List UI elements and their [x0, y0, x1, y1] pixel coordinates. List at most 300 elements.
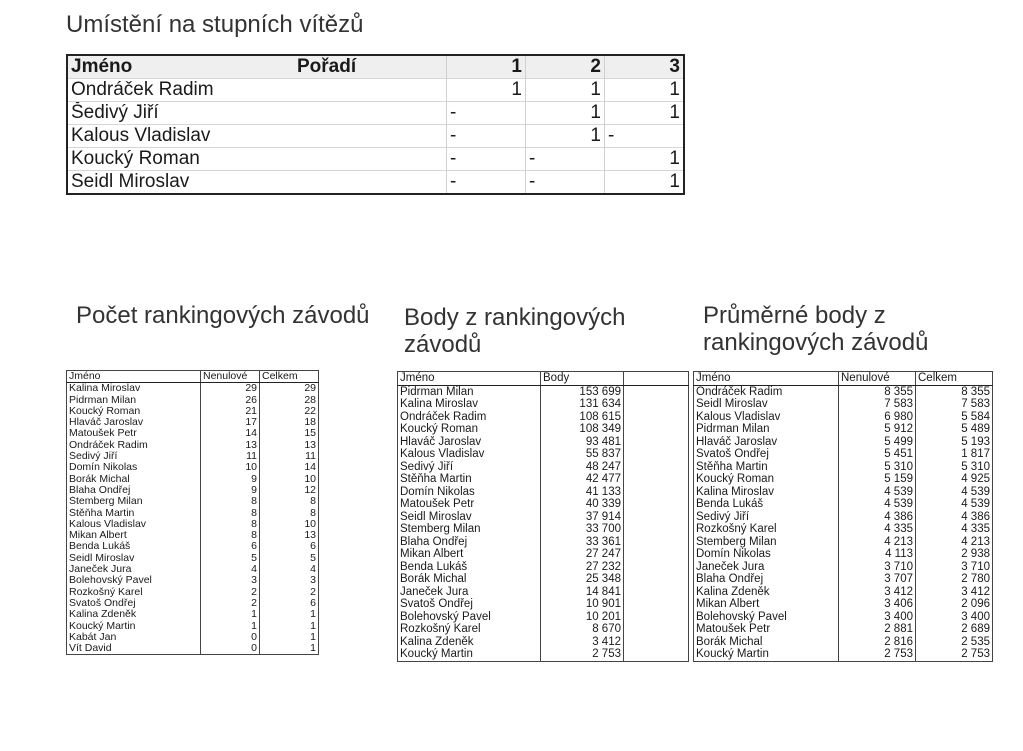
table-row	[67, 530, 319, 541]
table-row	[67, 406, 319, 417]
points-value: 10 201	[541, 611, 624, 624]
competitor-name: Rozkošný Karel	[696, 523, 777, 535]
total-average: 2 780	[916, 573, 993, 586]
ranking-points-title: Body z rankingových závodů	[404, 304, 626, 358]
total-count: 13	[260, 440, 319, 451]
place-1-count: 1	[447, 79, 526, 102]
nonzero-average: 4 539	[839, 486, 916, 499]
place-3-count: 1	[605, 79, 685, 102]
empty-cell	[624, 511, 689, 524]
table-row	[694, 636, 993, 649]
empty-cell	[294, 102, 447, 125]
total-average: 2 938	[916, 548, 993, 561]
table-row	[67, 485, 319, 496]
podium-row	[67, 79, 684, 102]
points-value: 37 914	[541, 511, 624, 524]
points-value: 108 349	[541, 423, 624, 436]
table-row	[398, 461, 689, 474]
nonzero-count: 5	[201, 553, 260, 564]
total-count: 6	[260, 541, 319, 552]
empty-cell	[624, 372, 689, 386]
table-row	[694, 498, 993, 511]
header-place-2: 2	[526, 55, 605, 79]
empty-cell	[624, 385, 689, 398]
podium-header-row	[67, 55, 684, 79]
total-count: 13	[260, 530, 319, 541]
competitor-name: Bolehovský Pavel	[69, 575, 152, 587]
competitor-name: Matoušek Petr	[400, 498, 475, 510]
total-count: 15	[260, 428, 319, 439]
total-count: 11	[260, 451, 319, 462]
header-rank: Pořadí	[294, 55, 447, 79]
competitor-name: Kalina Miroslav	[696, 485, 774, 498]
competitor-name: Šedivý Jiří	[67, 102, 294, 125]
competitor-name: Benda Lukáš	[696, 498, 764, 510]
table-row	[398, 398, 689, 411]
table-row	[67, 440, 319, 451]
points-value: 33 361	[541, 536, 624, 549]
competitor-name: Kalous Vladislav	[67, 125, 294, 148]
competitor-name: Ondráček Radim	[400, 410, 487, 423]
total-count: 1	[260, 621, 319, 632]
competitor-name: Mikan Albert	[696, 598, 760, 610]
table-row	[398, 548, 689, 561]
table-row	[67, 383, 319, 395]
competitor-name: Hlaváč Jaroslav	[400, 435, 482, 448]
nonzero-count: 2	[201, 587, 260, 598]
table-row	[67, 609, 319, 620]
header-total: Celkem	[916, 372, 993, 386]
competitor-name: Seidl Miroslav	[69, 552, 135, 564]
points-value: 42 477	[541, 473, 624, 486]
empty-cell	[624, 436, 689, 449]
points-value: 14 841	[541, 586, 624, 599]
average-points-table	[693, 371, 993, 662]
empty-cell	[624, 598, 689, 611]
nonzero-average: 6 980	[839, 411, 916, 424]
total-count: 8	[260, 496, 319, 507]
table-row	[694, 448, 993, 461]
table-row	[398, 611, 689, 624]
competitor-name: Štemberg Milan	[696, 535, 777, 548]
nonzero-average: 4 113	[839, 548, 916, 561]
empty-cell	[294, 148, 447, 171]
nonzero-count: 13	[201, 440, 260, 451]
nonzero-average: 5 159	[839, 473, 916, 486]
points-value: 55 837	[541, 448, 624, 461]
table-row	[67, 519, 319, 530]
total-average: 5 310	[916, 461, 993, 474]
competitor-name: Štěňha Martin	[696, 460, 768, 473]
place-3-count: 1	[605, 148, 685, 171]
competitor-name: Koucký Roman	[69, 405, 141, 417]
total-count: 4	[260, 564, 319, 575]
points-value: 93 481	[541, 436, 624, 449]
table-row	[694, 423, 993, 436]
points-value: 108 615	[541, 411, 624, 424]
empty-cell	[624, 536, 689, 549]
competitor-name: Blaha Ondřej	[400, 535, 468, 548]
total-count: 1	[260, 643, 319, 655]
table-row	[398, 498, 689, 511]
table-row	[694, 461, 993, 474]
points-value: 10 901	[541, 598, 624, 611]
nonzero-average: 5 451	[839, 448, 916, 461]
competitor-name: Ondráček Radim	[696, 385, 783, 398]
ranking-count-table	[66, 370, 319, 655]
competitor-name: Svatoš Ondřej	[696, 448, 769, 460]
nonzero-average: 4 386	[839, 511, 916, 524]
total-count: 18	[260, 417, 319, 428]
competitor-name: Seidl Miroslav	[400, 510, 472, 523]
table-row	[398, 586, 689, 599]
table-row	[694, 548, 993, 561]
points-value: 8 670	[541, 623, 624, 636]
competitor-name: Koucký Martin	[400, 648, 473, 660]
points-value: 153 699	[541, 385, 624, 398]
podium-row	[67, 125, 684, 148]
competitor-name: Seidl Miroslav	[67, 171, 294, 195]
competitor-name: Seidl Miroslav	[696, 398, 768, 410]
nonzero-average: 4 213	[839, 536, 916, 549]
total-average: 7 583	[916, 398, 993, 411]
ranking-points-table	[397, 371, 689, 662]
competitor-name: Kalina Miroslav	[400, 398, 478, 410]
competitor-name: Borák Michal	[696, 635, 763, 648]
competitor-name: Kalous Vladislav	[69, 518, 147, 530]
points-value: 131 634	[541, 398, 624, 411]
place-3-count: 1	[605, 171, 685, 195]
table-row	[694, 473, 993, 486]
total-count: 12	[260, 485, 319, 496]
competitor-name: Mikan Albert	[69, 530, 127, 542]
points-value: 40 339	[541, 498, 624, 511]
table-row	[67, 553, 319, 564]
total-average: 3 412	[916, 586, 993, 599]
competitor-name: Matoušek Petr	[69, 428, 137, 440]
nonzero-count: 2	[201, 598, 260, 609]
nonzero-average: 3 400	[839, 611, 916, 624]
competitor-name: Rozkošný Karel	[400, 623, 481, 635]
total-average: 5 584	[916, 411, 993, 424]
ranking-count-header-row	[67, 371, 319, 383]
competitor-name: Štemberg Milan	[400, 523, 481, 535]
table-row	[694, 411, 993, 424]
total-average: 5 489	[916, 423, 993, 436]
points-value: 41 133	[541, 486, 624, 499]
header-name: Jméno	[398, 372, 541, 386]
points-value: 25 348	[541, 573, 624, 586]
nonzero-count: 8	[201, 496, 260, 507]
total-average: 2 753	[916, 648, 993, 661]
empty-cell	[624, 448, 689, 461]
competitor-name: Borák Michal	[400, 573, 467, 585]
table-row	[67, 598, 319, 609]
table-row	[67, 428, 319, 439]
empty-cell	[294, 79, 447, 102]
table-row	[694, 511, 993, 524]
nonzero-count: 4	[201, 564, 260, 575]
nonzero-count: 1	[201, 609, 260, 620]
competitor-name: Domín Nikolas	[696, 548, 771, 560]
table-row	[398, 636, 689, 649]
table-row	[398, 561, 689, 574]
empty-cell	[624, 623, 689, 636]
header-name: Jméno	[67, 371, 201, 383]
competitor-name: Šedivý Jiří	[400, 460, 454, 473]
competitor-name: Šedivý Jiří	[696, 510, 750, 523]
table-row	[694, 648, 993, 661]
competitor-name: Janeček Jura	[696, 560, 765, 573]
nonzero-average: 2 881	[839, 623, 916, 636]
podium-row	[67, 148, 684, 171]
competitor-name: Benda Lukáš	[69, 541, 131, 553]
nonzero-average: 4 335	[839, 523, 916, 536]
place-3-count: 1	[605, 102, 685, 125]
table-row	[398, 523, 689, 536]
competitor-name: Kalous Vladislav	[696, 410, 781, 423]
competitor-name: Kalous Vladislav	[400, 448, 485, 460]
header-name: Jméno	[67, 55, 294, 79]
total-count: 14	[260, 462, 319, 473]
competitor-name: Svatoš Ondřej	[69, 597, 136, 609]
table-row	[694, 523, 993, 536]
nonzero-count: 21	[201, 406, 260, 417]
competitor-name: Šedivý Jiří	[69, 451, 118, 463]
nonzero-average: 3 710	[839, 561, 916, 574]
table-row	[694, 385, 993, 398]
competitor-name: Koucký Roman	[67, 148, 294, 171]
table-row	[398, 511, 689, 524]
nonzero-count: 14	[201, 428, 260, 439]
total-average: 4 213	[916, 536, 993, 549]
total-count: 8	[260, 508, 319, 519]
total-average: 2 689	[916, 623, 993, 636]
nonzero-average: 8 355	[839, 385, 916, 398]
total-count: 5	[260, 553, 319, 564]
table-row	[694, 586, 993, 599]
place-1-count: -	[447, 102, 526, 125]
nonzero-count: 3	[201, 575, 260, 586]
table-row	[67, 621, 319, 632]
place-3-count: -	[605, 125, 685, 148]
average-points-header-row	[694, 372, 993, 386]
competitor-name: Hlaváč Jaroslav	[696, 435, 778, 448]
place-2-count: -	[526, 148, 605, 171]
empty-cell	[624, 486, 689, 499]
nonzero-count: 6	[201, 541, 260, 552]
competitor-name: Kabát Jan	[69, 631, 117, 643]
total-average: 4 539	[916, 486, 993, 499]
nonzero-count: 8	[201, 519, 260, 530]
competitor-name: Štěňha Martin	[400, 473, 472, 485]
nonzero-average: 3 707	[839, 573, 916, 586]
table-row	[694, 598, 993, 611]
total-average: 4 925	[916, 473, 993, 486]
table-row	[398, 623, 689, 636]
place-1-count: -	[447, 148, 526, 171]
competitor-name: Koucký Roman	[400, 423, 478, 435]
total-count: 1	[260, 632, 319, 643]
total-count: 3	[260, 575, 319, 586]
competitor-name: Blaha Ondřej	[69, 484, 131, 496]
empty-cell	[624, 648, 689, 661]
competitor-name: Benda Lukáš	[400, 560, 468, 573]
place-2-count: 1	[526, 79, 605, 102]
table-row	[67, 575, 319, 586]
header-points: Body	[541, 372, 624, 386]
table-row	[398, 648, 689, 661]
competitor-name: Svatoš Ondřej	[400, 598, 473, 610]
nonzero-average: 4 539	[839, 498, 916, 511]
empty-cell	[624, 423, 689, 436]
nonzero-count: 17	[201, 417, 260, 428]
nonzero-count: 0	[201, 632, 260, 643]
empty-cell	[624, 523, 689, 536]
table-row	[694, 573, 993, 586]
table-row	[694, 561, 993, 574]
table-row	[67, 564, 319, 575]
table-row	[694, 611, 993, 624]
empty-cell	[624, 573, 689, 586]
total-count: 10	[260, 474, 319, 485]
nonzero-count: 11	[201, 451, 260, 462]
competitor-name: Pidrman Milan	[696, 423, 770, 435]
header-nonzero: Nenulové	[201, 371, 260, 383]
competitor-name: Domín Nikolas	[69, 462, 138, 474]
header-place-1: 1	[447, 55, 526, 79]
table-row	[398, 473, 689, 486]
competitor-name: Ondráček Radim	[67, 79, 294, 102]
table-row	[398, 536, 689, 549]
place-2-count: 1	[526, 125, 605, 148]
total-count: 6	[260, 598, 319, 609]
points-value: 48 247	[541, 461, 624, 474]
competitor-name: Štemberg Milan	[69, 496, 143, 508]
table-row	[67, 462, 319, 473]
table-row	[67, 474, 319, 485]
header-nonzero: Nenulové	[839, 372, 916, 386]
nonzero-count: 9	[201, 474, 260, 485]
table-row	[67, 496, 319, 507]
competitor-name: Pidrman Milan	[69, 394, 137, 406]
competitor-name: Blaha Ondřej	[696, 573, 764, 585]
total-average: 5 193	[916, 436, 993, 449]
nonzero-count: 10	[201, 462, 260, 473]
nonzero-count: 29	[201, 383, 260, 395]
table-row	[67, 541, 319, 552]
average-points-title: Průměrné body z rankingových závodů	[703, 302, 929, 356]
nonzero-count: 26	[201, 395, 260, 406]
nonzero-average: 2 816	[839, 636, 916, 649]
competitor-name: Kalina Miroslav	[69, 382, 141, 395]
table-row	[398, 436, 689, 449]
nonzero-average: 5 310	[839, 461, 916, 474]
nonzero-average: 2 753	[839, 648, 916, 661]
total-count: 22	[260, 406, 319, 417]
podium-table	[66, 54, 685, 195]
empty-cell	[624, 548, 689, 561]
total-average: 4 335	[916, 523, 993, 536]
table-row	[67, 643, 319, 655]
table-row	[67, 632, 319, 643]
empty-cell	[624, 498, 689, 511]
total-average: 8 355	[916, 385, 993, 398]
table-row	[67, 508, 319, 519]
table-row	[398, 573, 689, 586]
table-row	[398, 598, 689, 611]
total-average: 3 710	[916, 561, 993, 574]
competitor-name: Hlaváč Jaroslav	[69, 417, 144, 429]
competitor-name: Matoušek Petr	[696, 623, 771, 635]
nonzero-average: 5 499	[839, 436, 916, 449]
competitor-name: Kalina Zdeněk	[696, 585, 770, 598]
empty-cell	[624, 561, 689, 574]
total-count: 29	[260, 383, 319, 395]
nonzero-average: 3 412	[839, 586, 916, 599]
competitor-name: Janeček Jura	[400, 585, 469, 598]
table-row	[398, 448, 689, 461]
header-place-3: 3	[605, 55, 685, 79]
table-row	[694, 623, 993, 636]
total-count: 28	[260, 395, 319, 406]
podium-row	[67, 102, 684, 125]
competitor-name: Štěňha Martin	[69, 507, 135, 519]
empty-cell	[624, 473, 689, 486]
header-total: Celkem	[260, 371, 319, 383]
empty-cell	[624, 411, 689, 424]
place-1-count: -	[447, 125, 526, 148]
competitor-name: Vít David	[69, 643, 112, 655]
table-row	[694, 398, 993, 411]
points-value: 3 412	[541, 636, 624, 649]
total-count: 2	[260, 587, 319, 598]
points-value: 27 247	[541, 548, 624, 561]
total-average: 2 535	[916, 636, 993, 649]
table-row	[694, 486, 993, 499]
empty-cell	[624, 398, 689, 411]
competitor-name: Pidrman Milan	[400, 385, 474, 398]
empty-cell	[294, 171, 447, 195]
ranking-count-title: Počet rankingových závodů	[76, 302, 370, 329]
total-average: 3 400	[916, 611, 993, 624]
table-row	[398, 411, 689, 424]
nonzero-count: 8	[201, 508, 260, 519]
table-row	[694, 536, 993, 549]
header-name: Jméno	[694, 372, 839, 386]
table-row	[398, 385, 689, 398]
table-row	[398, 423, 689, 436]
points-value: 2 753	[541, 648, 624, 661]
competitor-name: Koucký Roman	[696, 473, 774, 485]
points-value: 33 700	[541, 523, 624, 536]
table-row	[694, 436, 993, 449]
total-average: 4 386	[916, 511, 993, 524]
empty-cell	[624, 461, 689, 474]
empty-cell	[294, 125, 447, 148]
competitor-name: Janeček Jura	[69, 564, 132, 576]
points-value: 27 232	[541, 561, 624, 574]
total-average: 2 096	[916, 598, 993, 611]
table-row	[67, 417, 319, 428]
table-row	[398, 486, 689, 499]
competitor-name: Kalina Zdeněk	[400, 635, 474, 648]
nonzero-average: 7 583	[839, 398, 916, 411]
total-count: 1	[260, 609, 319, 620]
nonzero-count: 8	[201, 530, 260, 541]
total-average: 4 539	[916, 498, 993, 511]
podium-row	[67, 171, 684, 195]
